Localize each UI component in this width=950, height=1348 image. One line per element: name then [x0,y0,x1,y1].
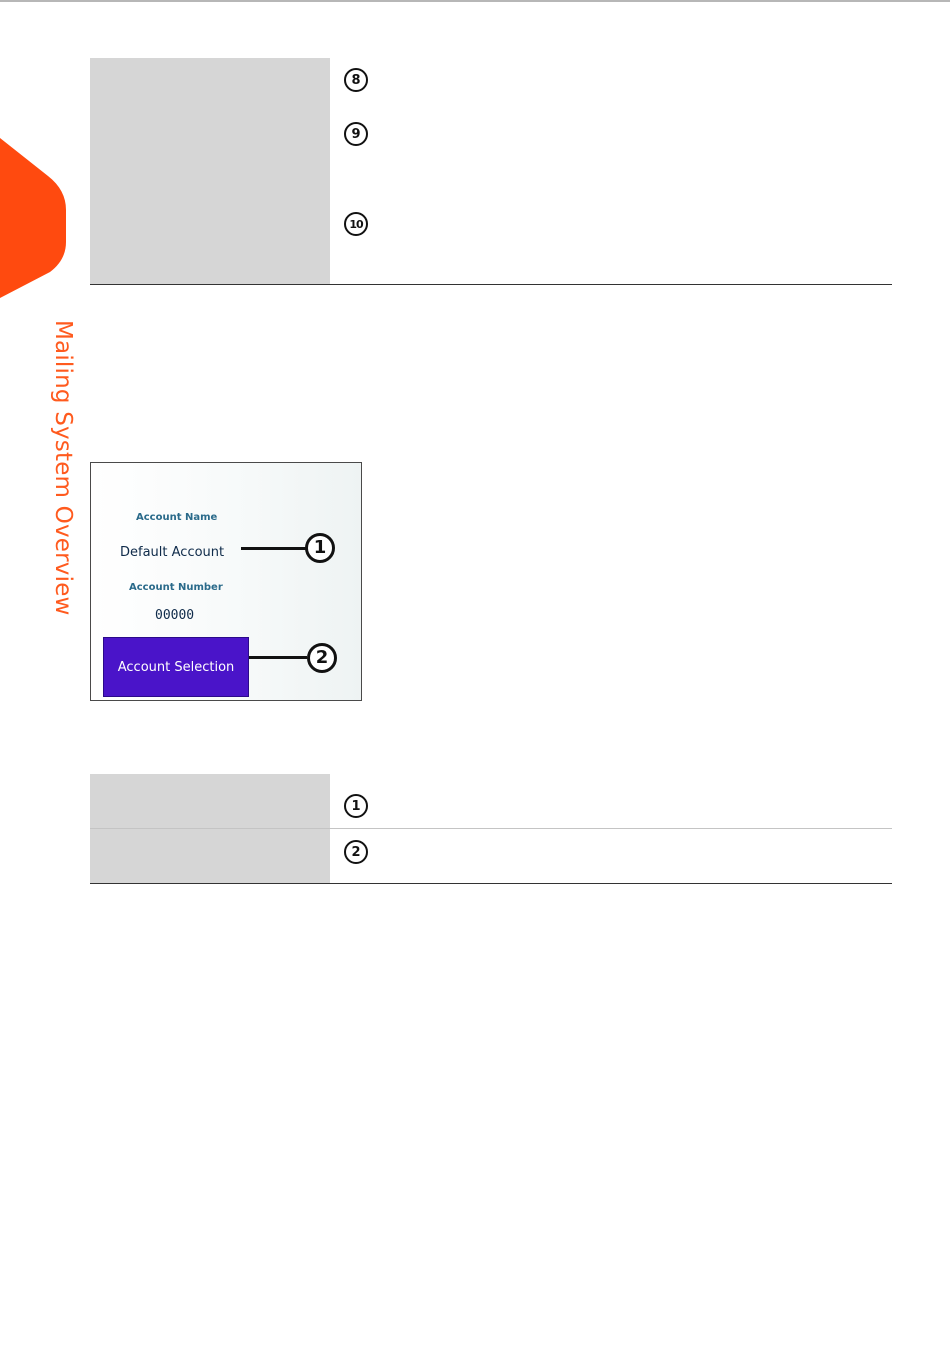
account-screen-figure [90,462,362,701]
account-selection-button[interactable]: Account Selection [103,637,249,697]
callout-2-icon: 2 [307,643,337,673]
table-cell-label [90,774,330,828]
legend-table-bottom [90,774,892,884]
table-cell-label [90,829,330,883]
table-cell-description [330,58,892,284]
callout-line-1 [241,547,307,550]
legend-table-top [90,58,892,285]
account-number-label: Account Number [129,582,223,593]
marker-1-icon: 1 [344,794,368,818]
account-number-value: 00000 [155,608,195,623]
callout-line-2 [249,656,307,659]
marker-8-icon: 8 [344,68,368,92]
table-cell-description [330,774,892,828]
table-cell-label [90,58,330,284]
section-title-vertical: Mailing System Overview [50,320,76,616]
chapter-tab [0,138,66,298]
marker-9-icon: 9 [344,122,368,146]
account-name-value: Default Account [120,545,225,560]
table-row [90,58,892,284]
table-row [90,828,892,883]
callout-1-icon: 1 [305,533,335,563]
marker-10-icon: 10 [344,212,368,236]
table-row [90,774,892,828]
table-cell-description [330,829,892,883]
marker-2-icon: 2 [344,840,368,864]
account-name-label: Account Name [136,512,218,523]
page-top-rule [0,0,950,2]
